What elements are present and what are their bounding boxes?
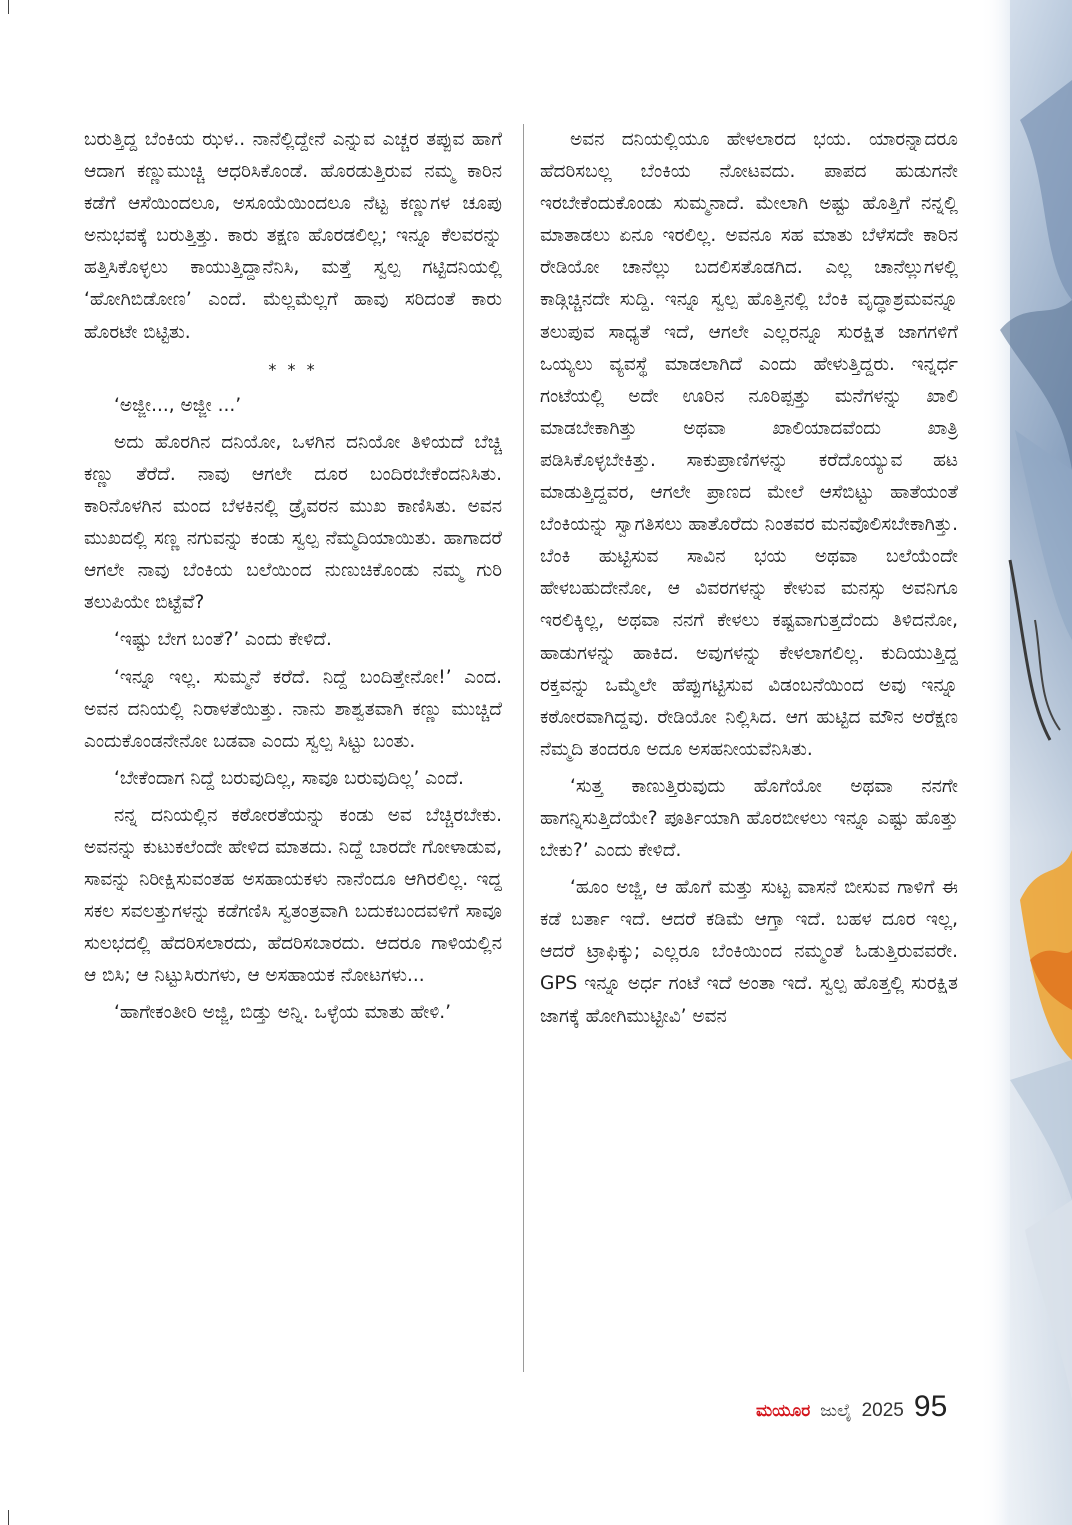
right-column [540,124,958,1038]
paragraph: ‘ಇನ್ನೂ ಇಲ್ಲ. ಸುಮ್ಮನೆ ಕರೆದೆ. ನಿದ್ದೆ ಬಂದಿತ್ತೇನೋ!’ ಎಂದ. ಅವನ ದನಿಯಲ್ಲಿ ನಿರಾಳತೆಯಿತ್ತು. ನಾನು ಶಾಶ್ವತವಾಗಿ ಕಣ್ಣು ಮುಚ್ಚಿದೆ ಎಂದುಕೊಂಡನೇನೋ ಬಡವಾ ಎಂದು ಸ್ವಲ್ಪ ಸಿಟ್ಟು ಬಂತು. [84,666,502,752]
column-divider [523,124,524,1372]
section-separator: * * * [268,359,318,379]
page-number: 95 [913,1390,948,1423]
page-footer [756,1390,947,1426]
left-column [84,124,502,1035]
issue-month: ಜುಲೈ [820,1401,852,1421]
paragraph: ಅದು ಹೊರಗಿನ ದನಿಯೋ, ಒಳಗಿನ ದನಿಯೋ ತಿಳಿಯದೆ ಬೆಚ್ಚಿ ಕಣ್ಣು ತೆರೆದೆ. ನಾವು ಆಗಲೇ ದೂರ ಬಂದಿರಬೇಕೆಂದನಿಸಿತು. ಕಾರಿನೊಳಗಿನ ಮಂದ ಬೆಳಕಿನಲ್ಲಿ ಡ್ರೈವರನ ಮುಖ ಕಾಣಿಸಿತು. ಅವನ ಮುಖದಲ್ಲಿ ಸಣ್ಣ ನಗುವನ್ನು ಕಂಡು ಸ್ವಲ್ಪ ನೆಮ್ಮದಿಯಾಯಿತು. ಹಾಗಾದರೆ ಆಗಲೇ ನಾವು ಬೆಂಕಿಯ ಬಲೆಯಿಂದ ನುಣುಚಿಕೊಂಡು ನಮ್ಮ ಗುರಿ ತಲುಪಿಯೇ ಬಿಟ್ಟೆವೆ? [84,431,502,614]
decorative-painting [980,0,1072,1525]
crop-mark-top [8,0,9,14]
issue-year: 2025 [861,1400,904,1421]
paragraph: ನನ್ನ ದನಿಯಲ್ಲಿನ ಕಠೋರತೆಯನ್ನು ಕಂಡು ಅವ ಬೆಚ್ಚಿರಬೇಕು. ಅವನನ್ನು ಕುಟುಕಲೆಂದೇ ಹೇಳಿದ ಮಾತದು. ನಿದ್ದೆ ಬಾರದೇ ಗೋಳಾಡುವ, ಸಾವನ್ನು ನಿರೀಕ್ಷಿಸುವಂತಹ ಅಸಹಾಯಕಳು ನಾನೆಂದೂ ಆಗಿರಲಿಲ್ಲ. ಇದ್ದ ಸಕಲ ಸವಲತ್ತುಗಳನ್ನು ಕಡೆಗಣಿಸಿ ಸ್ವತಂತ್ರವಾಗಿ ಬದುಕಬಂದವಳಿಗೆ ಸಾವೂ ಸುಲಭದಲ್ಲಿ ಹೆದರಿಸಲಾರದು, ಹೆದರಿಸಬಾರದು. ಆದರೂ ಗಾಳಿಯಲ್ಲಿನ ಆ ಬಿಸಿ; ಆ ನಿಟ್ಟುಸಿರುಗಳು, ಆ ಅಸಹಾಯಕ ನೋಟಗಳು... [84,804,502,987]
paragraph: ‘ಇಷ್ಟು ಬೇಗ ಬಂತೆ?’ ಎಂದು ಕೇಳಿದೆ. [114,629,332,651]
painting-graphic [980,0,1072,1525]
paragraph: ‘ಹೂಂ ಅಜ್ಜಿ, ಆ ಹೊಗೆ ಮತ್ತು ಸುಟ್ಟ ವಾಸನೆ ಬೀಸುವ ಗಾಳಿಗೆ ಈ ಕಡೆ ಬರ್ತಾ ಇದೆ. ಆದರೆ ಕಡಿಮೆ ಆಗ್ತಾ ಇದೆ. ಬಹಳ ದೂರ ಇಲ್ಲ, ಆದರೆ ಟ್ರಾಫಿಕ್ಕು; ಎಲ್ಲರೂ ಬೆಂಕಿಯಿಂದ ನಮ್ಮಂತೆ ಓಡುತ್ತಿರುವವರೇ. GPS ಇನ್ನೂ ಅರ್ಧ ಗಂಟೆ ಇದೆ ಅಂತಾ ಇದೆ. ಸ್ವಲ್ಪ ಹೊತ್ತಲ್ಲಿ ಸುರಕ್ಷಿತ ಜಾಗಕ್ಕೆ ಹೋಗಿಮುಟ್ಟೀವಿ’ ಅವನ [540,877,958,1027]
paragraph: ‘ಹಾಗೇಕಂತೀರಿ ಅಜ್ಜಿ, ಬಿಡ್ತು ಅನ್ನಿ. ಒಳ್ಳೆಯ ಮಾತು ಹೇಳಿ.’ [114,1002,452,1024]
paragraph: ಬರುತ್ತಿದ್ದ ಬೆಂಕಿಯ ಝಳ.. ನಾನೆಲ್ಲಿದ್ದೇನೆ ಎನ್ನುವ ಎಚ್ಚರ ತಪ್ಪುವ ಹಾಗೆ ಆದಾಗ ಕಣ್ಣುಮುಚ್ಚಿ ಆಧರಿಸಿಕೊಂಡೆ. ಹೊರಡುತ್ತಿರುವ ನಮ್ಮ ಕಾರಿನ ಕಡೆಗೆ ಆಸೆಯಿಂದಲೂ, ಅಸೂಯೆಯಿಂದಲೂ ನೆಟ್ಟ ಕಣ್ಣುಗಳ ಚೂಪು ಅನುಭವಕ್ಕೆ ಬರುತ್ತಿತ್ತು. ಕಾರು ತಕ್ಷಣ ಹೊರಡಲಿಲ್ಲ; ಇನ್ನೂ ಕೆಲವರನ್ನು ಹತ್ತಿಸಿಕೊಳ್ಳಲು ಕಾಯುತ್ತಿದ್ದಾನೆನಿಸಿ, ಮತ್ತೆ ಸ್ವಲ್ಪ ಗಟ್ಟಿದನಿಯಲ್ಲಿ ‘ಹೋಗಿಬಿಡೋಣ’ ಎಂದೆ. ಮೆಲ್ಲಮೆಲ್ಲಗೆ ಹಾವು ಸರಿದಂತೆ ಕಾರು ಹೊರಟೇ ಬಿಟ್ಟಿತು. [84,129,502,343]
paragraph: ‘ಅಜ್ಜೀ..., ಅಜ್ಜೀ ...’ [114,394,242,416]
paragraph: ಅವನ ದನಿಯಲ್ಲಿಯೂ ಹೇಳಲಾರದ ಭಯ. ಯಾರನ್ನಾದರೂ ಹೆದರಿಸಬಲ್ಲ ಬೆಂಕಿಯ ನೋಟವದು. ಪಾಪದ ಹುಡುಗನೇ ಇರಬೇಕೆಂದುಕೊಂಡು ಸುಮ್ಮನಾದೆ. ಮೇಲಾಗಿ ಅಷ್ಟು ಹೊತ್ತಿಗೆ ನನ್ನಲ್ಲಿ ಮಾತಾಡಲು ಏನೂ ಇರಲಿಲ್ಲ. ಅವನೂ ಸಹ ಮಾತು ಬೆಳೆಸದೇ ಕಾರಿನ ರೇಡಿಯೋ ಚಾನೆಲ್ಲು ಬದಲಿಸತೊಡಗಿದ. ಎಲ್ಲ ಚಾನೆಲ್ಲುಗಳಲ್ಲಿ ಕಾಡ್ಗಿಚ್ಚಿನದೇ ಸುದ್ದಿ. ಇನ್ನೂ ಸ್ವಲ್ಪ ಹೊತ್ತಿನಲ್ಲಿ ಬೆಂಕಿ ವೃದ್ಧಾಶ್ರಮವನ್ನೂ ತಲುಪುವ ಸಾಧ್ಯತೆ ಇದೆ, ಆಗಲೇ ಎಲ್ಲರನ್ನೂ ಸುರಕ್ಷಿತ ಜಾಗಗಳಿಗೆ ಒಯ್ಯಲು ವ್ಯವಸ್ಥೆ ಮಾಡಲಾಗಿದೆ ಎಂದು ಹೇಳುತ್ತಿದ್ದರು. ಇನ್ನರ್ಧ ಗಂಟೆಯಲ್ಲಿ ಅದೇ ಊರಿನ ನೂರಿಪ್ಪತ್ತು ಮನೆಗಳನ್ನು ಖಾಲಿ ಮಾಡಬೇಕಾಗಿತ್ತು ಅಥವಾ ಖಾಲಿಯಾದವೆಂದು ಖಾತ್ರಿ ಪಡಿಸಿಕೊಳ್ಳಬೇಕಿತ್ತು. ಸಾಕುಪ್ರಾಣಿಗಳನ್ನು ಕರೆದೊಯ್ಯುವ ಹಟ ಮಾಡುತ್ತಿದ್ದವರ, ಆಗಲೇ ಪ್ರಾಣದ ಮೇಲೆ ಆಸೆಬಿಟ್ಟು ಹಾತೆಯಂತೆ ಬೆಂಕಿಯನ್ನು ಸ್ವಾಗತಿಸಲು ಹಾತೊರೆದು ನಿಂತವರ ಮನವೊಲಿಸಬೇಕಾಗಿತ್ತು. ಬೆಂಕಿ ಹುಟ್ಟಿಸುವ ಸಾವಿನ ಭಯ ಅಥವಾ ಬಲೆಯೆಂದೇ ಹೇಳಬಹುದೇನೋ, ಆ ವಿವರಗಳನ್ನು ಕೇಳುವ ಮನಸ್ಸು ಅವನಿಗೂ ಇರಲಿಕ್ಕಿಲ್ಲ, ಅಥವಾ ನನಗೆ ಕೇಳಲು ಕಷ್ಟವಾಗುತ್ತದೆಂದು ತಿಳಿದನೋ, ಹಾಡುಗಳನ್ನು ಹಾಕಿದ. ಅವುಗಳನ್ನು ಕೇಳಲಾಗಲಿಲ್ಲ. ಕುದಿಯುತ್ತಿದ್ದ ರಕ್ತವನ್ನು ಒಮ್ಮೆಲೇ ಹೆಪ್ಪುಗಟ್ಟಿಸುವ ವಿಡಂಬನೆಯಿಂದ ಅವು ಇನ್ನೂ ಕಠೋರವಾಗಿದ್ದವು. ರೇಡಿಯೋ ನಿಲ್ಲಿಸಿದ. ಆಗ ಹುಟ್ಟಿದ ಮೌನ ಅರೆಕ್ಷಣ ನೆಮ್ಮದಿ ತಂದರೂ ಅದೂ ಅಸಹನೀಯವೆನಿಸಿತು. [540,129,958,760]
paragraph: ‘ಬೇಕೆಂದಾಗ ನಿದ್ದೆ ಬರುವುದಿಲ್ಲ, ಸಾವೂ ಬರುವುದಿಲ್ಲ’ ಎಂದೆ. [114,767,464,789]
paragraph: ‘ಸುತ್ತ ಕಾಣುತ್ತಿರುವುದು ಹೊಗೆಯೋ ಅಥವಾ ನನಗೇ ಹಾಗನ್ನಿಸುತ್ತಿದೆಯೇ? ಪೂರ್ತಿಯಾಗಿ ಹೊರಬೀಳಲು ಇನ್ನೂ ಎಷ್ಟು ಹೊತ್ತು ಬೇಕು?’ ಎಂದು ಕೇಳಿದೆ. [540,775,958,862]
crop-mark-bottom [8,1510,9,1525]
magazine-logo: ಮಯೂರ [756,1401,811,1421]
